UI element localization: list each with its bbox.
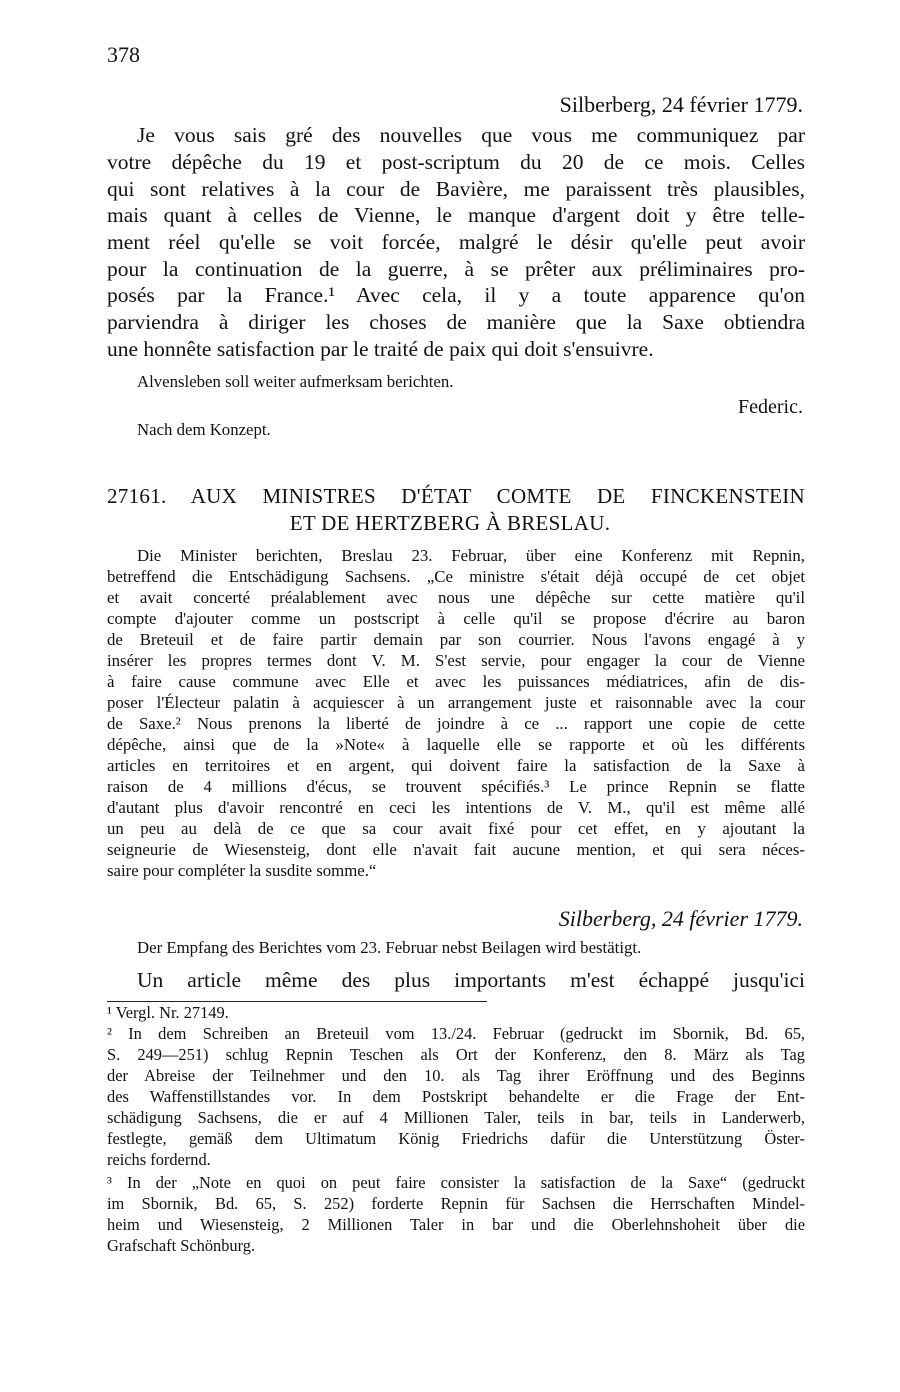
letter1-source: Nach dem Konzept. <box>137 420 271 439</box>
summary-line: et avait concerté préalablement avec nous une dépêche sur cette matière qu'il <box>107 588 805 607</box>
footnote-line: des Waffenstillstandes vor. In dem Postskript behandelte er die Frage der Ent- <box>107 1087 805 1106</box>
summary-line: articles en territoires et en argent, qui doivent faire la satisfaction de la Saxe à <box>107 756 805 775</box>
footnote-line: im Sbornik, Bd. 65, S. 252) forderte Repnin für Sachsen die Herrschaften Mindel- <box>107 1194 805 1213</box>
summary-line: de Saxe.² Nous prenons la liberté de joindre à ce ... rapport une copie de cette <box>107 714 805 733</box>
footnote-line: ² In dem Schreiben an Breteuil vom 13./24. Februar (gedruckt im Sbornik, Bd. 65, <box>107 1024 805 1043</box>
summary-line: Die Minister berichten, Breslau 23. Februar, über eine Konferenz mit Repnin, <box>137 546 805 565</box>
body-line: ment réel qu'elle se voit forcée, malgré le désir qu'elle peut avoir <box>107 230 805 254</box>
body-line: qui sont relatives à la cour de Bavière, me paraissent très plausibles, <box>107 177 805 201</box>
summary-line: d'autant plus d'avoir rencontré en ceci les intentions de V. M., qu'il est même allé <box>107 798 805 817</box>
footnote-line: reichs fordernd. <box>107 1150 211 1169</box>
footnote-line: heim und Wiesensteig, 2 Millionen Taler in bar und die Oberlehnshoheit über die <box>107 1215 805 1234</box>
body-line: votre dépêche du 19 et post-scriptum du 20 de ce mois. Celles <box>107 150 805 174</box>
summary-line: un peu au delà de ce que sa cour avait fixé pour cet effet, en y ajoutant la <box>107 819 805 838</box>
body-line: mais quant à celles de Vienne, le manque d'argent doit y être telle- <box>107 203 805 227</box>
footnote-line: schädigung Sachsens, die er auf 4 Millionen Taler, teils in bar, teils in Landerwerb, <box>107 1108 805 1127</box>
letter2-body-start: Un article même des plus importants m'est échappé jusqu'ici <box>137 968 805 992</box>
body-line: Je vous sais gré des nouvelles que vous me communiquez par <box>137 123 805 147</box>
letter2-dateline: Silberberg, 24 février 1779. <box>558 906 803 931</box>
footnote-line: festlegte, gemäß dem Ultimatum König Friedrichs dafür die Unterstützung Öster- <box>107 1129 805 1148</box>
letter2-receipt: Der Empfang des Berichtes vom 23. Februar nebst Beilagen wird bestätigt. <box>137 938 642 957</box>
summary-line: insérer les propres termes dont V. M. S'est servie, pour engager la cour de Vienne <box>107 651 805 670</box>
footnote-line: ¹ Vergl. Nr. 27149. <box>107 1003 229 1022</box>
summary-line: poser l'Électeur palatin à acquiescer à un arrangement juste et raisonnable avec la cour <box>107 693 805 712</box>
summary-line: dépêche, ainsi que de la »Note« à laquelle elle se rapporte et où les différents <box>107 735 805 754</box>
summary-line: betreffend die Entschädigung Sachsens. „Ce ministre s'était déjà occupé de cet objet <box>107 567 805 586</box>
letter1-note: Alvensleben soll weiter aufmerksam berichten. <box>137 372 454 391</box>
summary-line: à faire cause commune avec Elle et avec les puissances médiatrices, afin de dis- <box>107 672 805 691</box>
letter1-dateline: Silberberg, 24 février 1779. <box>559 92 803 117</box>
summary-line: seigneurie de Wiesensteig, dont elle n'avait fait aucune mention, et qui sera néces- <box>107 840 805 859</box>
body-line: pour la continuation de la guerre, à se prêter aux préliminaires pro- <box>107 257 805 281</box>
page-number: 378 <box>107 42 140 67</box>
body-line: posés par la France.¹ Avec cela, il y a toute apparence qu'on <box>107 283 805 307</box>
summary-line: saire pour compléter la susdite somme.“ <box>107 861 377 880</box>
footnote-line: S. 249—251) schlug Repnin Teschen als Ort der Konferenz, den 8. März als Tag <box>107 1045 805 1064</box>
letter2-heading-line1: 27161. AUX MINISTRES D'ÉTAT COMTE DE FINCKENSTEIN <box>107 484 805 508</box>
footnote-line: der Abreise der Teilnehmer und den 10. als Tag ihrer Eröffnung und des Beginns <box>107 1066 805 1085</box>
letter1-signature: Federic. <box>738 396 803 418</box>
body-line: parviendra à diriger les choses de manière que la Saxe obtiendra <box>107 310 805 334</box>
summary-line: raison de 4 millions d'écus, se trouvent spécifiés.³ Le prince Repnin se flatte <box>107 777 805 796</box>
footnote-line: ³ In der „Note en quoi on peut faire consister la satisfaction de la Saxe“ (gedruckt <box>107 1173 805 1192</box>
summary-line: compte d'ajouter comme un postscript à celle qu'il se propose d'écrire au baron <box>107 609 805 628</box>
footnote-line: Grafschaft Schönburg. <box>107 1236 256 1255</box>
letter2-heading-line2: ET DE HERTZBERG À BRESLAU. <box>289 511 611 535</box>
body-line: une honnête satisfaction par le traité de paix qui doit s'ensuivre. <box>107 337 654 361</box>
footnote-rule <box>107 1001 487 1002</box>
summary-line: de Breteuil et de faire partir demain par son courrier. Nous l'avons engagé à y <box>107 630 805 649</box>
